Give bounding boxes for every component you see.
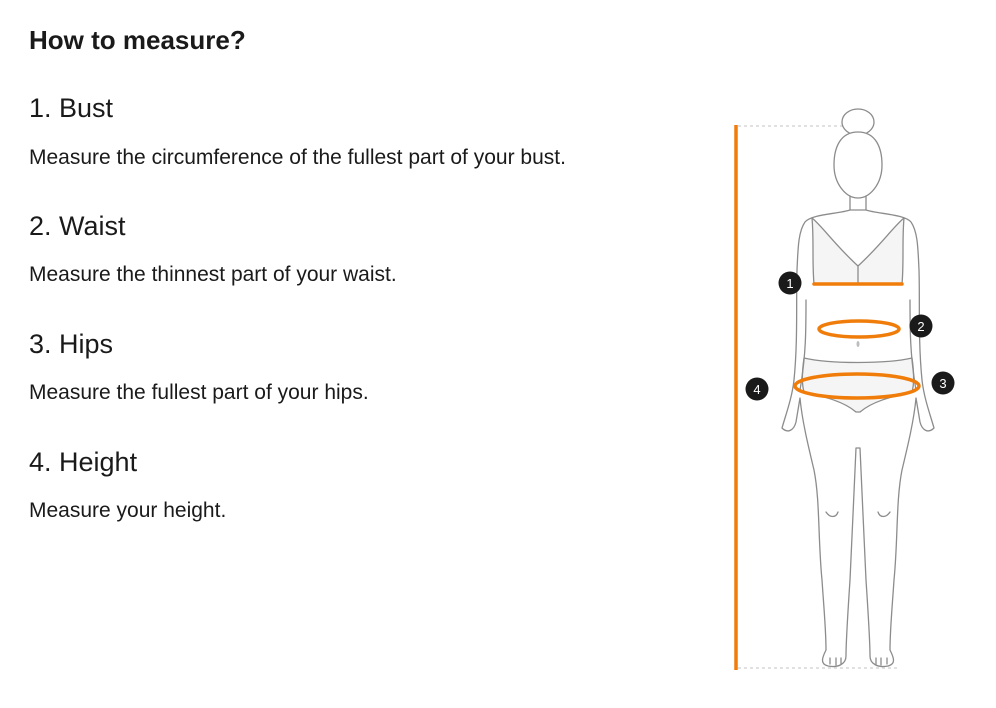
section-title-bust: 1. Bust: [29, 93, 114, 123]
svg-text:1: 1: [786, 276, 794, 291]
marker-badge-2: [910, 315, 933, 338]
section-description-hips: Measure the fullest part of your hips.: [29, 381, 369, 404]
section-title-height: 4. Height: [29, 447, 138, 477]
marker-badge-3: [932, 372, 955, 395]
marker-badge-4: [746, 378, 769, 401]
page-title: How to measure?: [29, 25, 246, 55]
body-measurement-illustration: [720, 100, 980, 690]
svg-text:2: 2: [917, 319, 925, 334]
svg-text:4: 4: [753, 382, 761, 397]
body-figure-svg: [720, 100, 980, 690]
section-description-waist: Measure the thinnest part of your waist.: [29, 263, 397, 286]
section-title-waist: 2. Waist: [29, 211, 126, 241]
section-title-hips: 3. Hips: [29, 329, 114, 359]
marker-badge-1: [779, 272, 802, 295]
body-outline: [782, 109, 934, 667]
svg-text:3: 3: [939, 376, 947, 391]
section-description-height: Measure your height.: [29, 499, 227, 522]
section-description-bust: Measure the circumference of the fullest part of your bust.: [29, 146, 566, 169]
